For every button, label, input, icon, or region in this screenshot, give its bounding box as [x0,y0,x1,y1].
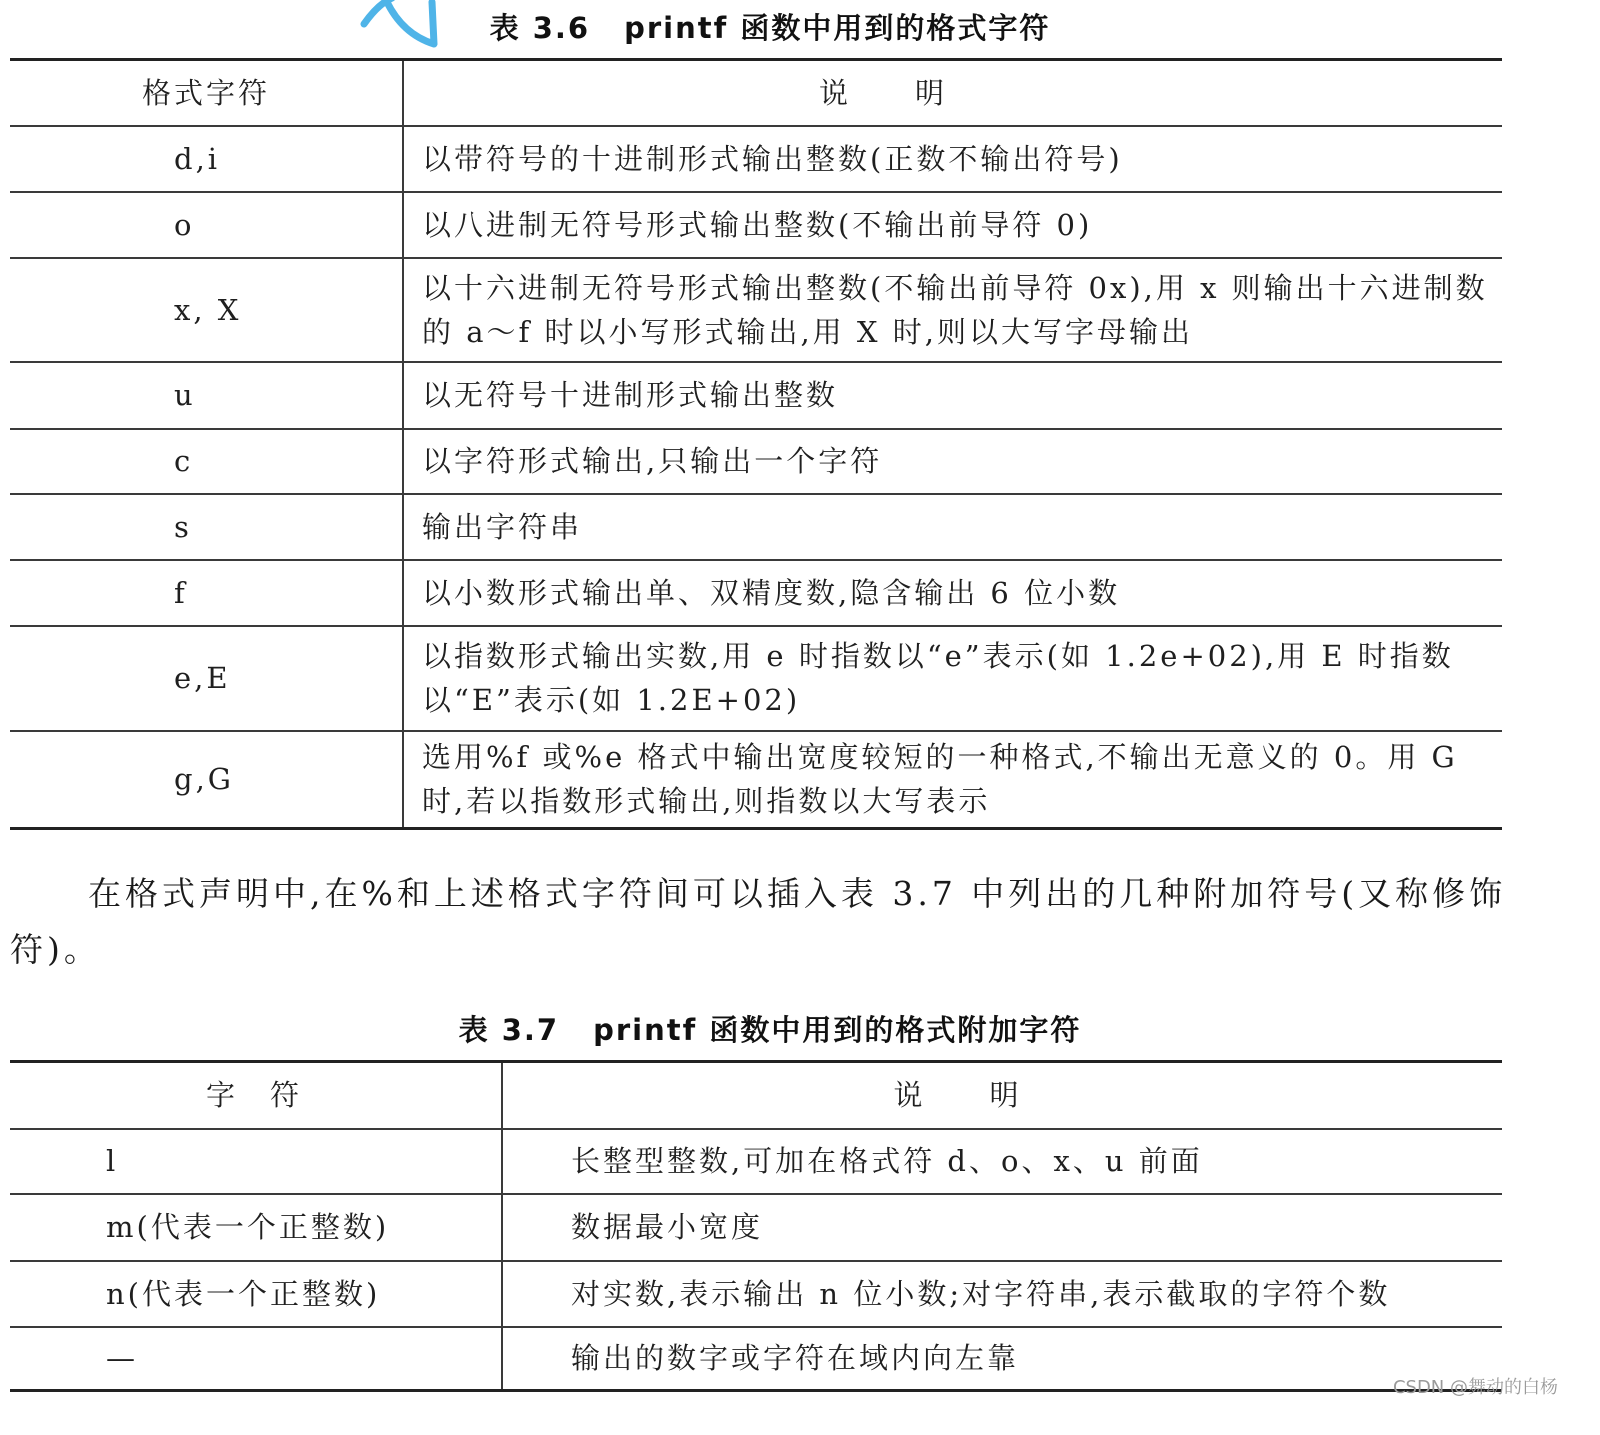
desc-cell: 以十六进制无符号形式输出整数(不输出前导符 0x),用 x 则输出十六进制数的 a～f 时以小写形式输出,用 X 时,则以大写字母输出 [422,270,1488,349]
table-row [10,1129,1502,1194]
desc-cell: 输出字符串 [422,509,583,544]
desc-cell: 以指数形式输出实数,用 e 时指数以“e”表示(如 1.2e+02),用 E 时指数以“E”表示(如 1.2E+02) [422,639,1454,717]
format-char-cell: d,i [10,126,403,192]
table-row [10,362,1502,429]
desc-cell: 以字符形式输出,只输出一个字符 [422,444,883,478]
desc-cell: 对实数,表示输出 n 位小数;对字符串,表示截取的字符个数 [571,1276,1391,1311]
format-char-cell: o [10,192,403,258]
format-char-cell: x, X [10,258,403,362]
table-caption-3-6 [0,6,1540,47]
caption-title: printf 函数中用到的格式附加字符 [593,1013,1082,1047]
watermark: CSDN @舞动的白杨 [1392,1377,1558,1398]
header-cell: 说 明 [893,1078,1022,1113]
table-header-row [10,1062,1502,1129]
table-row [10,560,1502,626]
format-char-cell: u [10,362,403,429]
header-cell: 格式字符 [10,60,403,126]
format-char-cell: g,G [10,731,403,829]
table-row [10,494,1502,560]
header-cell: 字 符 [10,1062,502,1129]
format-char-cell: f [10,560,403,626]
modifier-cell: m(代表一个正整数) [10,1194,502,1261]
caption-title: printf 函数中用到的格式字符 [624,11,1051,45]
table-row [10,731,1502,829]
desc-cell: 以八进制无符号形式输出整数(不输出前导符 0) [422,207,1093,242]
desc-cell: 以小数形式输出单、双精度数,隐含输出 6 位小数 [422,575,1121,610]
desc-cell: 以带符号的十进制形式输出整数(正数不输出符号) [422,141,1123,176]
caption-number: 表 3.6 [489,11,591,45]
modifier-cell: l [10,1129,502,1194]
table-row [10,429,1502,494]
format-modifier-table [10,1060,1502,1392]
modifier-cell: — [10,1327,502,1391]
desc-cell: 选用%f 或%e 格式中输出宽度较短的一种格式,不输出无意义的 0。用 G 时,若以指数形式输出,则指数以大写表示 [422,740,1458,819]
desc-cell: 以无符号十进制形式输出整数 [422,378,839,412]
format-char-cell: c [10,429,403,494]
caption-number: 表 3.7 [458,1013,560,1047]
format-char-cell: s [10,494,403,560]
table-row [10,1261,1502,1327]
format-char-cell: e,E [10,626,403,731]
table-header-row [10,60,1502,126]
table-row [10,626,1502,731]
modifier-cell: n(代表一个正整数) [10,1261,502,1327]
table-row [10,1327,1502,1391]
desc-cell: 输出的数字或字符在域内向左靠 [571,1341,1020,1376]
format-char-table [10,58,1502,830]
header-cell: 说 明 [818,75,947,110]
desc-cell: 数据最小宽度 [571,1210,764,1244]
table-row [10,126,1502,192]
desc-cell: 长整型整数,可加在格式符 d、o、x、u 前面 [571,1144,1203,1178]
table-caption-3-7 [0,1008,1540,1049]
table-row [10,192,1502,258]
table-row [10,258,1502,362]
table-row [10,1194,1502,1261]
body-paragraph: 在格式声明中,在%和上述格式字符间可以插入表 3.7 中列出的几种附加符号(又称修饰符)。 [10,874,1507,969]
